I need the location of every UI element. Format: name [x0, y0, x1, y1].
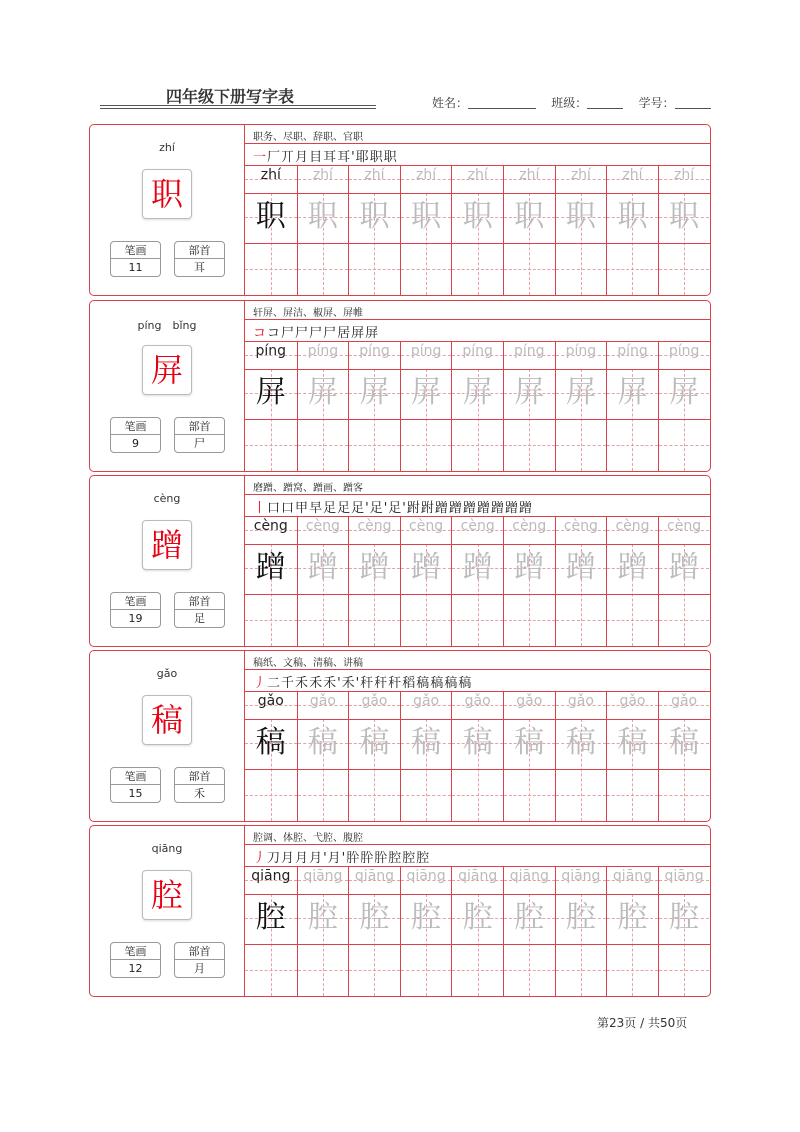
practice-pinyin: píng	[565, 343, 597, 359]
name-field[interactable]	[468, 97, 536, 109]
practice-cell[interactable]	[503, 866, 555, 996]
stroke-step: コ	[253, 326, 268, 341]
stroke-step: 稻	[402, 676, 417, 691]
stroke-step: 秆	[374, 676, 389, 691]
stroke-step: 屏	[351, 326, 366, 341]
radical-label: 部首	[175, 943, 224, 960]
grid-line	[245, 769, 710, 770]
practice-char: 稿	[255, 725, 286, 760]
stroke-step: 跗	[420, 501, 435, 516]
stroke-step: 肸	[346, 851, 361, 866]
stroke-step: 屏	[365, 326, 380, 341]
char-info	[90, 125, 245, 295]
divider	[245, 844, 710, 845]
practice-cell[interactable]	[451, 516, 503, 646]
example-words: 腔调、体腔、弋腔、腹腔	[253, 833, 363, 844]
practice-char: 职	[359, 199, 390, 234]
stroke-step: 稿	[458, 676, 473, 691]
practice-pinyin: cèng	[667, 518, 702, 534]
stroke-order	[253, 322, 379, 341]
practice-cell[interactable]	[658, 341, 710, 471]
practice-pinyin: píng	[255, 343, 287, 359]
stroke-step: 早	[309, 501, 324, 516]
stroke-step: 禾'	[323, 676, 342, 691]
grid-line	[245, 594, 710, 595]
practice-char: 蹭	[411, 550, 442, 585]
writing-grid	[245, 516, 710, 646]
practice-cell[interactable]	[245, 165, 297, 295]
stroke-count-label: 笔画	[111, 593, 160, 610]
stroke-count: 9	[132, 437, 139, 450]
practice-char: 蹭	[359, 550, 390, 585]
stroke-step: 厂	[267, 150, 282, 165]
practice-pinyin: zhí	[312, 167, 333, 183]
practice-pinyin: qiāng	[303, 868, 343, 884]
practice-cell[interactable]	[348, 341, 400, 471]
stroke-step: 蹭	[448, 501, 463, 516]
writing-grid	[245, 165, 710, 295]
example-words: 轩屏、屏洁、椒屏、屏帷	[253, 308, 363, 319]
stroke-step: 一	[253, 150, 268, 165]
char-card	[89, 475, 711, 647]
practice-cell[interactable]	[400, 341, 452, 471]
stroke-step: 稿	[430, 676, 445, 691]
practice-pinyin: gǎo	[257, 693, 284, 709]
practice-cell[interactable]	[400, 866, 452, 996]
stroke-step: 禾	[309, 676, 324, 691]
char-card	[89, 124, 711, 296]
divider	[245, 669, 710, 670]
practice-char: 腔	[514, 900, 545, 935]
stroke-step: 口	[267, 501, 282, 516]
stroke-step: 足'	[388, 501, 407, 516]
title-underline	[100, 105, 376, 106]
practice-char: 腔	[462, 900, 493, 935]
stroke-step: コ	[267, 326, 282, 341]
char-card	[89, 650, 711, 822]
example-words: 磨蹭、蹭窝、蹭画、蹭客	[253, 483, 363, 494]
stroke-step: 居	[337, 326, 352, 341]
char-pinyin: gǎo	[156, 667, 178, 680]
practice-pinyin: cèng	[563, 518, 598, 534]
stroke-step: 丨	[253, 501, 268, 516]
practice-cell[interactable]	[245, 516, 297, 646]
practice-pinyin: gǎo	[619, 693, 646, 709]
radical-box	[174, 767, 225, 803]
char-pinyin: qiāng	[151, 842, 183, 855]
stroke-order	[253, 497, 533, 516]
radical: 月	[194, 962, 205, 975]
practice-char: 职	[462, 199, 493, 234]
practice-pinyin: cèng	[512, 518, 547, 534]
char-display: 腔	[142, 870, 192, 920]
practice-cell[interactable]	[503, 165, 555, 295]
number-label: 学号：	[638, 96, 675, 110]
divider	[245, 494, 710, 495]
stroke-step: 职	[369, 150, 384, 165]
divider	[245, 143, 710, 144]
stroke-step: 职	[383, 150, 398, 165]
stroke-step: 蹭	[462, 501, 477, 516]
practice-cell[interactable]	[297, 165, 349, 295]
practice-cell[interactable]	[451, 866, 503, 996]
grid-line	[245, 419, 710, 420]
practice-pinyin: gǎo	[464, 693, 491, 709]
stroke-count: 15	[128, 787, 143, 800]
stroke-order	[253, 146, 398, 165]
practice-pinyin: zhí	[674, 167, 695, 183]
radical-label: 部首	[175, 242, 224, 259]
radical: 耳	[194, 261, 205, 274]
practice-char: 蹭	[255, 550, 286, 585]
practice-pinyin: zhí	[364, 167, 385, 183]
radical-box	[174, 942, 225, 978]
stroke-step: 足	[323, 501, 338, 516]
practice-char: 职	[411, 199, 442, 234]
char-display: 蹭	[142, 520, 192, 570]
practice-cell[interactable]	[245, 691, 297, 821]
radical-box	[174, 592, 225, 628]
stroke-step: 稿	[444, 676, 459, 691]
practice-char: 屏	[669, 375, 700, 410]
practice-char: 稿	[669, 725, 700, 760]
practice-cell[interactable]	[400, 165, 452, 295]
stroke-step: 丿	[253, 676, 268, 691]
grid-line	[245, 193, 710, 194]
stroke-step: 腔	[388, 851, 403, 866]
practice-area	[245, 476, 710, 646]
char-pinyin: zhí	[159, 141, 175, 154]
practice-char: 职	[307, 199, 338, 234]
practice-char: 腔	[255, 900, 286, 935]
practice-pinyin: píng	[514, 343, 545, 359]
practice-pinyin: píng	[410, 343, 442, 359]
practice-cell[interactable]	[348, 691, 400, 821]
stroke-step: 稿	[416, 676, 431, 691]
divider	[245, 319, 710, 320]
stroke-count: 11	[128, 261, 143, 274]
practice-char: 腔	[669, 900, 700, 935]
practice-char: 屏	[411, 375, 442, 410]
practice-cell[interactable]	[555, 165, 607, 295]
practice-char: 屏	[255, 375, 286, 410]
stroke-step: 尸	[309, 326, 324, 341]
practice-pinyin: cèng	[460, 518, 495, 534]
practice-cell[interactable]	[606, 691, 658, 821]
practice-pinyin: zhí	[519, 167, 540, 183]
practice-pinyin: zhí	[622, 167, 643, 183]
practice-cell[interactable]	[658, 866, 710, 996]
practice-cell[interactable]	[606, 866, 658, 996]
practice-char: 屏	[617, 375, 648, 410]
practice-cell[interactable]	[606, 516, 658, 646]
practice-char: 稿	[617, 725, 648, 760]
practice-pinyin: gǎo	[516, 693, 543, 709]
writing-grid	[245, 691, 710, 821]
grid-line	[245, 944, 710, 945]
practice-cell[interactable]	[400, 691, 452, 821]
stroke-step: 禾'	[341, 676, 361, 691]
practice-cell[interactable]	[245, 341, 297, 471]
practice-pinyin: gǎo	[361, 693, 388, 709]
practice-char: 腔	[565, 900, 596, 935]
example-words: 稿纸、文稿、清稿、讲稿	[253, 658, 363, 669]
practice-pinyin: zhí	[260, 167, 281, 183]
stroke-step: 蹭	[434, 501, 449, 516]
practice-cell[interactable]	[658, 165, 710, 295]
stroke-count-box	[110, 592, 161, 628]
practice-cell[interactable]	[555, 516, 607, 646]
practice-pinyin: cèng	[409, 518, 444, 534]
stroke-step: 腔	[402, 851, 417, 866]
practice-char: 稿	[411, 725, 442, 760]
stroke-step: 月	[295, 851, 310, 866]
stroke-step: 月'	[327, 851, 347, 866]
practice-pinyin: cèng	[615, 518, 650, 534]
stroke-step: 跗	[406, 501, 421, 516]
practice-cell[interactable]	[297, 516, 349, 646]
practice-cell[interactable]	[348, 866, 400, 996]
practice-char: 蹭	[669, 550, 700, 585]
name-label: 姓名：	[432, 96, 469, 110]
practice-cell[interactable]	[348, 516, 400, 646]
char-info	[90, 476, 245, 646]
practice-char: 蹭	[617, 550, 648, 585]
stroke-step: 耶	[355, 150, 370, 165]
stroke-step: 足'	[369, 501, 389, 516]
stroke-step: 肸	[360, 851, 375, 866]
practice-cell[interactable]	[503, 341, 555, 471]
grid-line	[245, 894, 710, 895]
practice-pinyin: qiāng	[354, 868, 395, 884]
char-info	[90, 651, 245, 821]
practice-pinyin: cèng	[357, 518, 392, 534]
stroke-count-box	[110, 241, 161, 277]
stroke-order	[253, 847, 430, 866]
practice-cell[interactable]	[503, 516, 555, 646]
practice-char: 屏	[514, 375, 545, 410]
practice-cell[interactable]	[297, 866, 349, 996]
char-display: 稿	[142, 695, 192, 745]
stroke-step: 蹭	[518, 501, 533, 516]
practice-pinyin: qiāng	[406, 868, 446, 884]
writing-grid	[245, 866, 710, 996]
stroke-count-label: 笔画	[111, 418, 160, 435]
practice-pinyin: qiāng	[612, 868, 653, 884]
stroke-step: 秆	[360, 676, 375, 691]
char-card	[89, 300, 711, 472]
practice-char: 职	[565, 199, 596, 234]
title-underline	[100, 108, 376, 109]
radical-box	[174, 417, 225, 453]
practice-cell[interactable]	[348, 165, 400, 295]
stroke-step: 耳'	[337, 150, 356, 165]
stroke-step: 尸	[295, 326, 310, 341]
stroke-step: 足	[337, 501, 352, 516]
radical: 尸	[194, 437, 205, 450]
char-display: 屏	[142, 345, 192, 395]
radical: 足	[194, 612, 205, 625]
practice-pinyin: gǎo	[309, 693, 336, 709]
stroke-step: 足'	[351, 501, 370, 516]
class-field[interactable]	[587, 97, 623, 109]
practice-char: 稿	[462, 725, 493, 760]
practice-pinyin: cèng	[253, 518, 288, 534]
stroke-count-box	[110, 417, 161, 453]
practice-pinyin: píng	[307, 343, 339, 359]
practice-char: 稿	[514, 725, 545, 760]
practice-char: 腔	[307, 900, 338, 935]
grid-line	[245, 719, 710, 720]
practice-cell[interactable]	[606, 165, 658, 295]
stroke-step: 刀	[267, 851, 282, 866]
practice-char: 屏	[359, 375, 390, 410]
grid-line	[245, 369, 710, 370]
stroke-step: 丌	[281, 150, 296, 165]
stroke-step: 目	[309, 150, 324, 165]
example-words: 职务、尽职、辞职、官职	[253, 132, 363, 143]
char-pinyin: cèng	[153, 492, 181, 505]
practice-pinyin: píng	[359, 343, 390, 359]
stroke-step: 禾	[295, 676, 310, 691]
practice-area	[245, 125, 710, 295]
practice-pinyin: gǎo	[567, 693, 594, 709]
practice-char: 蹭	[307, 550, 338, 585]
stroke-step: 尸	[281, 326, 296, 341]
practice-char: 职	[255, 199, 286, 234]
practice-char: 蹭	[462, 550, 493, 585]
stroke-step: 月'	[309, 851, 328, 866]
stroke-step: 月	[281, 851, 296, 866]
practice-char: 蹭	[514, 550, 545, 585]
student-fields	[432, 94, 711, 111]
practice-pinyin: qiāng	[458, 868, 498, 884]
char-info	[90, 826, 245, 996]
class-label: 班级：	[551, 96, 588, 110]
practice-area	[245, 651, 710, 821]
practice-cell[interactable]	[297, 341, 349, 471]
stroke-step: 耳	[323, 150, 338, 165]
practice-cell[interactable]	[555, 691, 607, 821]
practice-cell[interactable]	[245, 866, 297, 996]
number-field[interactable]	[675, 97, 711, 109]
practice-char: 屏	[307, 375, 338, 410]
page-title: 四年级下册写字表	[166, 87, 295, 106]
practice-cell[interactable]	[555, 866, 607, 996]
radical: 禾	[194, 787, 205, 800]
practice-pinyin: qiāng	[251, 868, 291, 884]
stroke-count-box	[110, 942, 161, 978]
practice-cell[interactable]	[503, 691, 555, 821]
practice-cell[interactable]	[658, 516, 710, 646]
stroke-count-box	[110, 767, 161, 803]
page-header	[98, 82, 708, 112]
practice-char: 腔	[411, 900, 442, 935]
char-card	[89, 825, 711, 997]
stroke-order	[253, 672, 472, 691]
practice-pinyin: zhí	[416, 167, 437, 183]
practice-char: 职	[669, 199, 700, 234]
grid-line	[245, 243, 710, 244]
writing-grid	[245, 341, 710, 471]
practice-pinyin: gǎo	[671, 693, 698, 709]
practice-char: 屏	[462, 375, 493, 410]
practice-char: 稿	[565, 725, 596, 760]
stroke-step: 腔	[416, 851, 431, 866]
radical-label: 部首	[175, 418, 224, 435]
practice-pinyin: qiāng	[561, 868, 601, 884]
practice-cell[interactable]	[658, 691, 710, 821]
practice-char: 稿	[359, 725, 390, 760]
practice-pinyin: píng	[668, 343, 700, 359]
stroke-count: 12	[128, 962, 143, 975]
practice-char: 稿	[307, 725, 338, 760]
stroke-step: 肸	[374, 851, 389, 866]
practice-pinyin: píng	[462, 343, 493, 359]
stroke-step: 蹭	[476, 501, 491, 516]
stroke-step: 尸	[323, 326, 338, 341]
stroke-count-label: 笔画	[111, 242, 160, 259]
practice-cell[interactable]	[297, 691, 349, 821]
practice-char: 腔	[359, 900, 390, 935]
stroke-step: 二	[267, 676, 282, 691]
practice-char: 屏	[565, 375, 596, 410]
radical-box	[174, 241, 225, 277]
stroke-count: 19	[128, 612, 143, 625]
char-pinyin: píng bǐng	[137, 319, 197, 332]
grid-line	[245, 544, 710, 545]
char-display: 职	[142, 169, 192, 219]
stroke-step: 月	[295, 150, 310, 165]
stroke-count-label: 笔画	[111, 768, 160, 785]
practice-pinyin: qiāng	[664, 868, 704, 884]
stroke-step: 秆	[388, 676, 403, 691]
stroke-step: 蹭	[504, 501, 519, 516]
stroke-step: 丿	[253, 851, 268, 866]
practice-char: 职	[514, 199, 545, 234]
practice-char: 职	[617, 199, 648, 234]
practice-cell[interactable]	[451, 165, 503, 295]
radical-label: 部首	[175, 593, 224, 610]
stroke-count-label: 笔画	[111, 943, 160, 960]
stroke-step: 口	[281, 501, 296, 516]
practice-pinyin: gǎo	[413, 693, 440, 709]
practice-cell[interactable]	[555, 341, 607, 471]
practice-pinyin: píng	[617, 343, 648, 359]
practice-cell[interactable]	[451, 341, 503, 471]
practice-char: 蹭	[565, 550, 596, 585]
practice-cell[interactable]	[606, 341, 658, 471]
stroke-step: 甲	[295, 501, 310, 516]
radical-label: 部首	[175, 768, 224, 785]
practice-cell[interactable]	[451, 691, 503, 821]
practice-area	[245, 826, 710, 996]
char-info	[90, 301, 245, 471]
practice-char: 腔	[617, 900, 648, 935]
stroke-step: 千	[281, 676, 296, 691]
practice-area	[245, 301, 710, 471]
practice-pinyin: cèng	[305, 518, 340, 534]
practice-pinyin: zhí	[467, 167, 488, 183]
page-number: 第23页 / 共50页	[597, 1016, 688, 1030]
practice-cell[interactable]	[400, 516, 452, 646]
practice-pinyin: zhí	[570, 167, 591, 183]
stroke-step: 蹭	[490, 501, 505, 516]
practice-pinyin: qiāng	[509, 868, 549, 884]
